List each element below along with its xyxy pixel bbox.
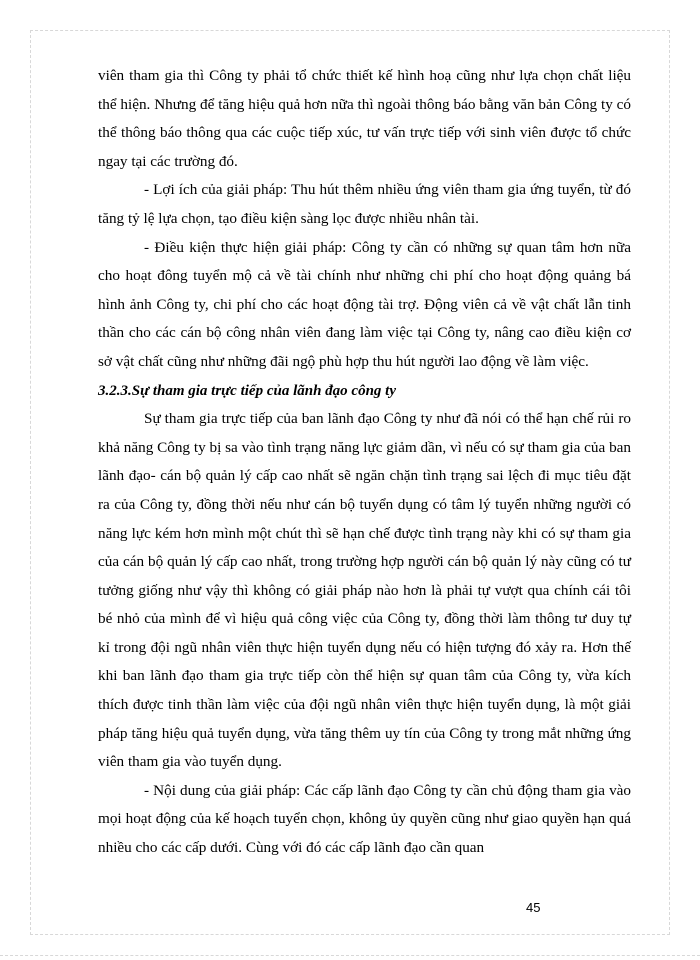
section-heading: 3.2.3.Sự tham gia trực tiếp của lãnh đạo công ty	[98, 382, 396, 399]
page-break-line	[0, 955, 700, 956]
paragraph-continuation: viên tham gia thì Công ty phải tổ chức thiết kế hình hoạ cũng như lựa chọn chất liệu thể hiện. Nhưng để tăng hiệu quả hơn nữa thì ngoài thông báo bằng văn bản Công ty có thể thông báo thông qua các cuộc tiếp xúc, tư vấn trực tiếp với sinh viên được tổ chức ngay tại các trường đó.	[98, 67, 631, 170]
document-body	[98, 62, 631, 863]
paragraph-leadership: Sự tham gia trực tiếp của ban lãnh đạo Công ty như đã nói có thể hạn chế rủi ro khả năng Công ty bị sa vào tình trạng năng lực giảm dần, vì nếu có sự tham gia của ban lãnh đạo- cán bộ quản lý cấp cao nhất sẽ ngăn chặn tình trạng sai lệch đi mục tiêu đặt ra của Công ty, đồng thời nếu như cán bộ tuyển dụng có tâm lý tuyển những người có năng lực kém hơn mình một chút thì sẽ hạn chế được tình trạng này khi có sự tham gia của cán bộ quản lý cấp cao nhất, trong trường hợp người cán bộ quản lý này cũng có tư tưởng giống như vậy thì không có giải pháp nào hơn là phải tự vượt qua chính cái tôi bé nhỏ của mình để vì hiệu quả công việc của Công ty, đồng thời làm thông tư duy tự kỉ trong đội ngũ nhân viên thực hiện tuyển dụng nếu có hiện tượng đó xảy ra. Hơn thế khi ban lãnh đạo tham gia trực tiếp còn thể hiện sự quan tâm của Công ty, vừa kích thích được tinh thần làm việc của đội ngũ nhân viên thực hiện tuyển dụng, là một giải pháp tăng hiệu quả tuyển dụng, vừa tăng thêm uy tín của Công ty trong mắt những ứng viên tham gia vào tuyển dụng.	[98, 410, 631, 771]
paragraph-content: - Nội dung của giải pháp: Các cấp lãnh đạo Công ty cần chủ động tham gia vào mọi hoạt động của kế hoạch tuyển chọn, không ủy quyền cũng như giao quyền hạn quá nhiều cho các cấp dưới. Cùng với đó các cấp lãnh đạo cần quan	[98, 781, 631, 857]
paragraph-benefit: - Lợi ích của giải pháp: Thu hút thêm nhiều ứng viên tham gia ứng tuyển, từ đó tăng tỷ lệ lựa chọn, tạo điều kiện sàng lọc được nhiều nhân tài.	[98, 181, 631, 227]
paragraph-conditions: - Điều kiện thực hiện giải pháp: Công ty cần có những sự quan tâm hơn nữa cho hoạt đông tuyển mộ cả về tài chính như những chi phí cho hoạt động quảng bá hình ảnh Công ty, chi phí cho các hoạt động tài trợ. Động viên cả về vật chất lẫn tinh thần cho các cán bộ công nhân viên đang làm việc tại Công ty, nâng cao điều kiện cơ sở vật chất cũng như những đãi ngộ phù hợp thu hút người lao động về làm việc.	[98, 238, 631, 370]
page-number: 45	[526, 900, 541, 915]
